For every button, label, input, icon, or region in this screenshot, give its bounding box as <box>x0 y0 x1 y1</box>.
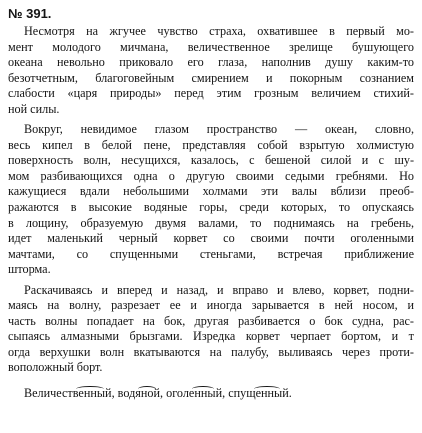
paragraph-1 <box>8 24 414 117</box>
word-analysis-list <box>8 386 414 402</box>
word-text: Величественный <box>24 386 112 401</box>
text-line: Вокруг, невидимое глазом пространство — океан, словно, <box>24 122 414 137</box>
text-line: воположный борт. <box>8 360 103 375</box>
text-line: мом разбивающихся одна о другую своими седыми гребнями. Но <box>8 168 414 183</box>
paragraph-3 <box>8 283 414 376</box>
analyzed-word <box>118 386 160 402</box>
separator: . <box>288 386 292 401</box>
text-line: поверхность волн, несущихся, казалось, с бешеной силой и с шу- <box>8 153 414 168</box>
text-line: огда верхушки волн вкатываются на палубу, выливаясь через проти- <box>8 344 414 359</box>
analyzed-word <box>24 386 112 402</box>
analyzed-word <box>228 386 289 402</box>
text-line: кажущиеся вдали небольшими холмами эти валы вблизи преоб- <box>8 184 414 199</box>
text-line: мент молодого мичмана, величественное зрелище бушующего <box>8 39 414 54</box>
text-line: слабости «царя природы» перед этим грозным величием стихий- <box>8 86 414 101</box>
text-line: ражаются в высокие водяные горы, среди которых, то опускаясь <box>8 200 414 215</box>
exercise-number: № 391. <box>8 6 52 21</box>
analyzed-word <box>166 386 222 402</box>
suffix-arc-mark <box>76 386 104 392</box>
text-line: сыпаясь алмазными брызгами. Изредка корвет черпает бортом, и т <box>8 329 414 344</box>
text-line: безотчетным, благоговейным смирением и покорным сознанием <box>8 70 414 85</box>
separator: , <box>160 386 167 401</box>
suffix-arc-mark <box>138 386 156 392</box>
text-line: маясь на волну, разрезает ее и иногда зарывается в ней носом, и <box>8 298 414 313</box>
suffix-arc-mark <box>192 386 214 392</box>
word-text: спущенный <box>228 386 289 401</box>
word-text: водяной <box>117 386 161 401</box>
text-line: ной силы. <box>8 101 60 116</box>
separator: , <box>111 386 118 401</box>
text-line: шторма. <box>8 262 51 277</box>
word-text: оголенный <box>166 386 223 401</box>
text-line: Раскачиваясь и вперед и назад, и вправо и влево, корвет, подни- <box>24 282 414 297</box>
separator: , <box>222 386 229 401</box>
text-line: весь кипел в белой пене, представляя собой взрытую холмистую <box>8 137 414 152</box>
text-line: Несмотря на жгучее чувство страха, охватившее в первый мо- <box>24 24 414 38</box>
text-line: часть волны попадает на бок, другая разбивается о бок судна, рас- <box>8 313 414 328</box>
paragraph-2 <box>8 122 414 277</box>
suffix-arc-mark <box>254 386 280 392</box>
text-line: в лощину, образуемую двумя валами, то поднимаясь на гребень, <box>8 215 414 230</box>
text-line: океана невольно приковало его глаза, наполнив душу каким-то <box>8 55 414 70</box>
text-line: идет маленький черный корвет со своими почти оголенными <box>8 231 414 246</box>
text-line: мачтами, со спущенными стеньгами, встречая приближение <box>8 246 414 261</box>
